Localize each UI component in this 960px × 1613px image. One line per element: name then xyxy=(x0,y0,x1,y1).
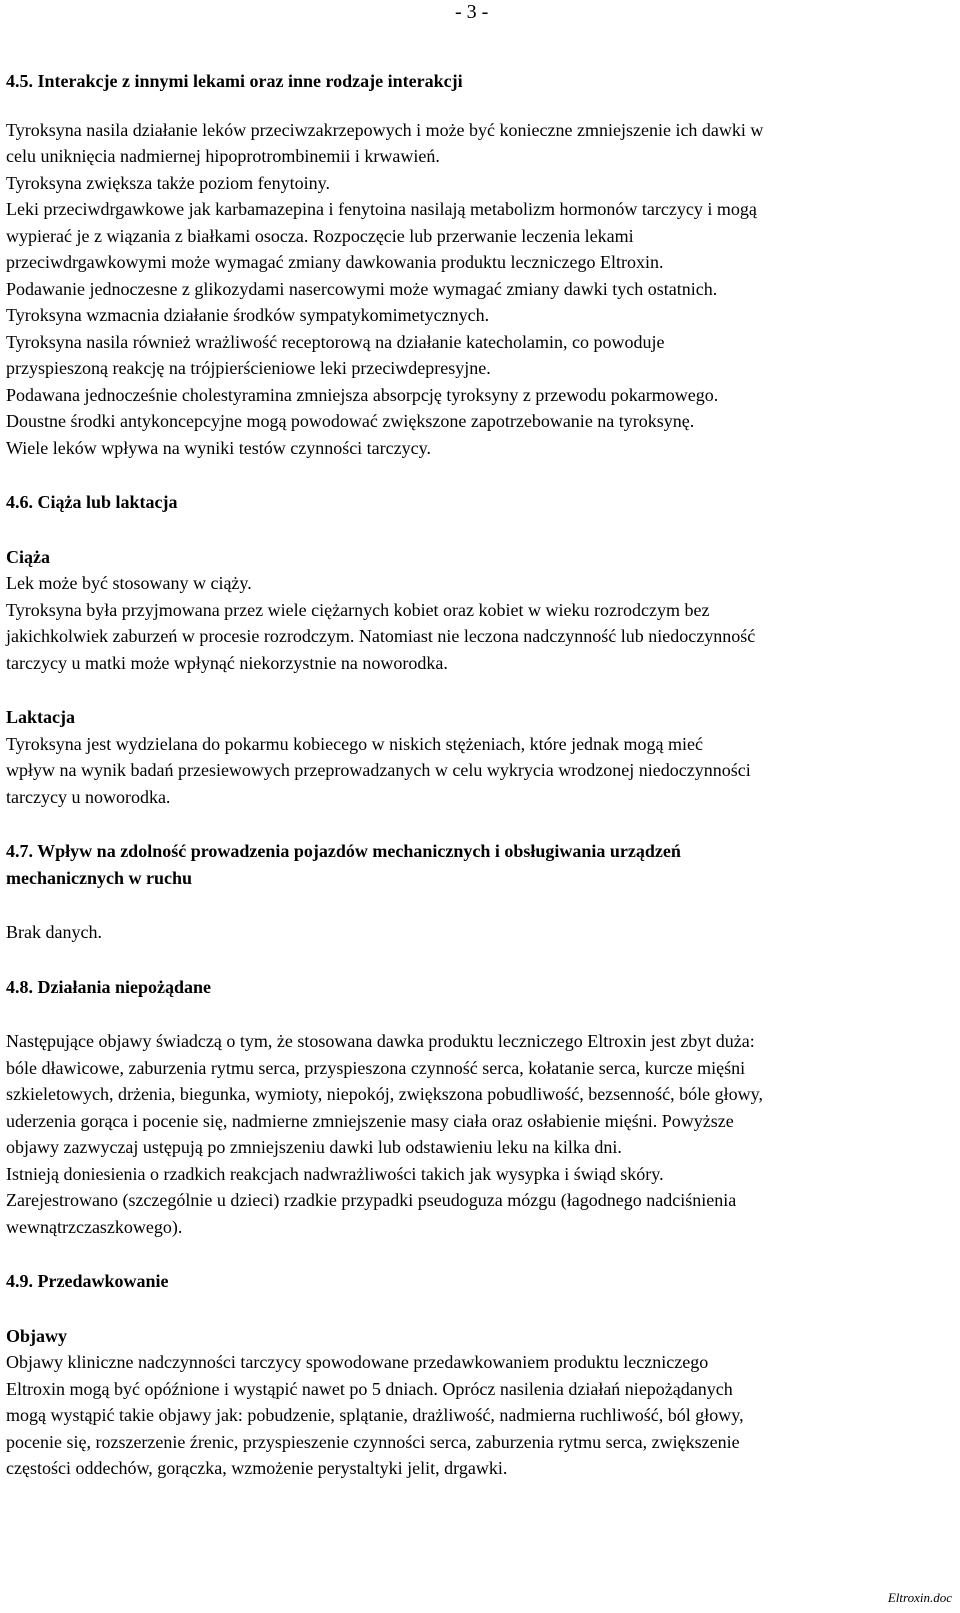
subheading-pregnancy: Ciąża xyxy=(6,546,50,567)
text-line: wewnątrzczaszkowego). xyxy=(6,1216,183,1237)
section-4-5-body xyxy=(6,117,956,462)
text-line: tarczycy u matki może wpłynąć niekorzystnie na noworodka. xyxy=(6,652,448,673)
text-line: szkieletowych, drżenia, biegunka, wymioty, niepokój, zwiększona pobudliwość, bezsenność, bóle głowy, xyxy=(6,1084,763,1104)
text-line: wpływ na wynik badań przesiewowych przeprowadzanych w celu wykrycia wrodzonej niedoczynności xyxy=(6,760,751,780)
section-4-8-body xyxy=(6,1028,956,1240)
section-heading-4-9: 4.9. Przedawkowanie xyxy=(6,1271,169,1291)
text-line: Tyroksyna zwiększa także poziom fenytoiny. xyxy=(6,172,330,193)
no-data-text: Brak danych. xyxy=(6,922,102,942)
subheading-lactation: Laktacja xyxy=(6,707,75,727)
text-line: Objawy kliniczne nadczynności tarczycy spowodowane przedawkowaniem produktu leczniczego xyxy=(6,1352,709,1372)
text-line: Leki przeciwdrgawkowe jak karbamazepina i fenytoina nasilają metabolizm hormonów tarczycy i mogą xyxy=(6,199,757,219)
section-heading-4-5: 4.5. Interakcje z innymi lekami oraz inne rodzaje interakcji xyxy=(6,71,463,91)
text-line: Lek może być stosowany w ciąży. xyxy=(6,573,252,593)
text-line: objawy zazwyczaj ustępują po zmniejszeniu dawki lub odstawieniu leku na kilka dni. xyxy=(6,1137,622,1157)
text-line: wypierać je z wiązania z białkami osocza. Rozpoczęcie lub przerwanie leczenia lekami xyxy=(6,225,634,246)
document-body xyxy=(6,68,956,1482)
text-line: Wiele leków wpływa na wyniki testów czynności tarczycy. xyxy=(6,437,431,458)
section-heading-4-6: 4.6. Ciąża lub laktacja xyxy=(6,492,178,512)
text-line: Eltroxin mogą być opóźnione i wystąpić nawet po 5 dniach. Oprócz nasilenia działań niepożądanych xyxy=(6,1378,733,1399)
text-line: Tyroksyna wzmacnia działanie środków sympatykomimetycznych. xyxy=(6,305,490,325)
text-line: Istnieją doniesienia o rzadkich reakcjach nadwrażliwości takich jak wysypka i świąd skóry. xyxy=(6,1163,664,1184)
page-number: - 3 - xyxy=(455,1,489,23)
text-line: Tyroksyna była przyjmowana przez wiele ciężarnych kobiet oraz kobiet w wieku rozrodczym bez xyxy=(6,599,710,620)
text-line: Tyroksyna jest wydzielana do pokarmu kobiecego w niskich stężeniach, które jednak mogą mieć xyxy=(6,733,704,754)
text-line: Zarejestrowano (szczególnie u dzieci) rzadkie przypadki pseudoguza mózgu (łagodnego nadciśnienia xyxy=(6,1190,737,1210)
lactation-body xyxy=(6,731,956,811)
subheading-symptoms: Objawy xyxy=(6,1325,68,1346)
section-heading-4-8: 4.8. Działania niepożądane xyxy=(6,976,212,997)
text-line: celu uniknięcia nadmiernej hipoprotrombinemii i krwawień. xyxy=(6,146,440,166)
text-line: bóle dławicowe, zaburzenia rytmu serca, przyspieszona czynność serca, kołatanie serca, kurcze mięśni xyxy=(6,1057,746,1078)
section-heading-4-7: 4.7. Wpływ na zdolność prowadzenia pojazdów mechanicznych i obsługiwania urządzeń xyxy=(6,841,681,861)
text-line: przyspieszoną reakcję na trójpierścieniowe leki przeciwdepresyjne. xyxy=(6,358,491,378)
text-line: tarczycy u noworodka. xyxy=(6,786,171,807)
text-line: Następujące objawy świadczą o tym, że stosowana dawka produktu leczniczego Eltroxin jest zbyt duża: xyxy=(6,1031,755,1051)
text-line: pocenie się, rozszerzenie źrenic, przyspieszenie czynności serca, zaburzenia rytmu serca, zwiększenie xyxy=(6,1431,740,1452)
text-line: Tyroksyna nasila również wrażliwość receptorową na działanie katecholamin, co powoduje xyxy=(6,331,665,352)
text-line: Podawana jednocześnie cholestyramina zmniejsza absorpcję tyroksyny z przewodu pokarmowego. xyxy=(6,384,719,405)
text-line: Doustne środki antykoncepcyjne mogą powodować zwiększone zapotrzebowanie na tyroksynę. xyxy=(6,411,695,431)
text-line: Podawanie jednoczesne z glikozydami nasercowymi może wymagać zmiany dawki tych ostatnich. xyxy=(6,278,718,299)
section-4-9-body xyxy=(6,1349,956,1482)
pregnancy-body xyxy=(6,570,956,676)
text-line: przeciwdrgawkowymi może wymagać zmiany dawkowania produktu leczniczego Eltroxin. xyxy=(6,252,664,272)
footer-filename: Eltroxin.doc xyxy=(887,1590,952,1605)
text-line: mogą wystąpić takie objawy jak: pobudzenie, splątanie, drażliwość, nadmierna ruchliwość, ból głowy, xyxy=(6,1405,744,1425)
text-line: uderzenia gorąca i pocenie się, nadmierne zmniejszenie masy ciała oraz osłabienie mięśni. Powyższe xyxy=(6,1110,734,1131)
section-heading-4-7-cont: mechanicznych w ruchu xyxy=(6,867,192,888)
text-line: częstości oddechów, gorączka, wzmożenie perystaltyki jelit, drgawki. xyxy=(6,1458,508,1478)
text-line: jakichkolwiek zaburzeń w procesie rozrodczym. Natomiast nie leczona nadczynność lub niedoczynność xyxy=(6,626,756,646)
text-line: Tyroksyna nasila działanie leków przeciwzakrzepowych i może być konieczne zmniejszenie ich dawki w xyxy=(6,119,764,140)
